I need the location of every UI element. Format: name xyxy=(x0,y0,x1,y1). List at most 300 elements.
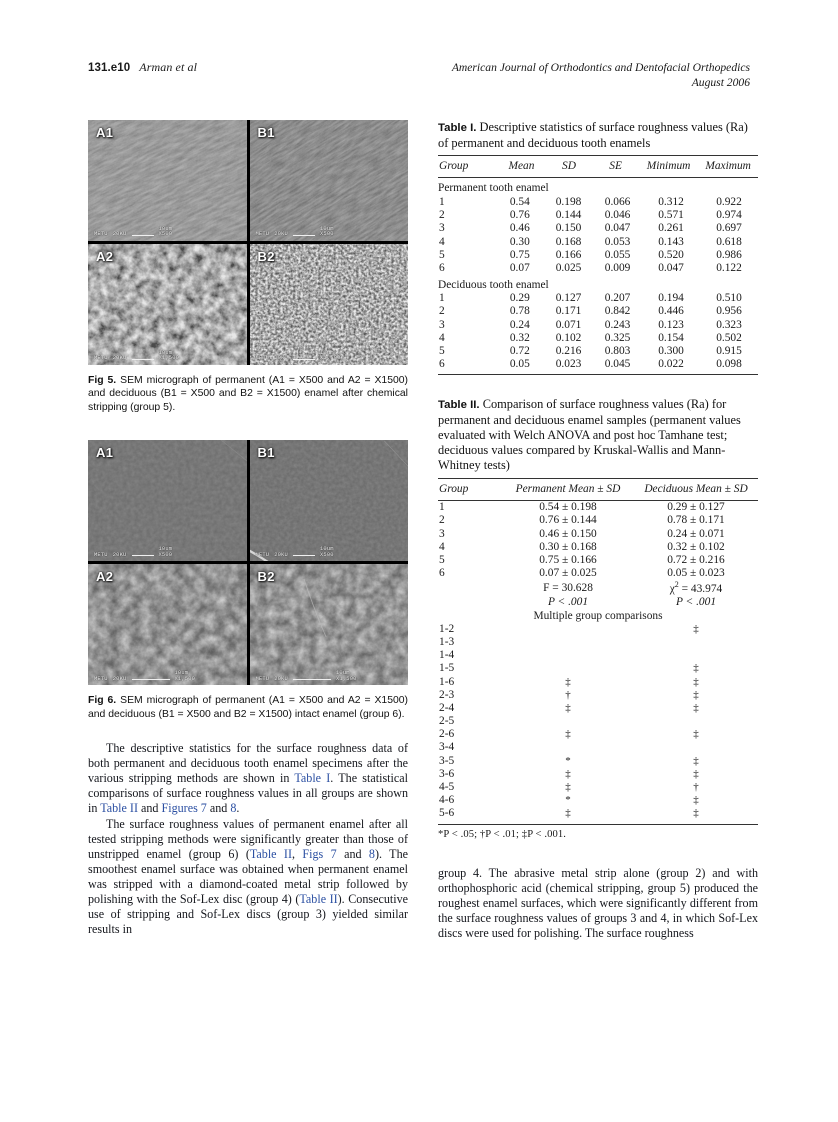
sem-instrument: METU xyxy=(94,551,108,558)
text-run: ). The smoothest enamel surface was obtained when permanent enamel was stripped with a diamond-coated metal strip followed by polishing with the Sof-Lex disc (group 4) ( xyxy=(88,846,408,906)
section-label-deciduous: Deciduous tooth enamel xyxy=(438,278,549,291)
sem-scale-bar xyxy=(132,679,170,681)
paragraph-surface-roughness xyxy=(88,817,408,938)
table-row xyxy=(438,292,758,305)
xref-table-2[interactable]: Table II xyxy=(299,891,338,906)
sem-scale-bar xyxy=(132,359,154,361)
cell-group: 3 xyxy=(439,318,445,331)
sem-scale-bar xyxy=(132,235,154,237)
sem-instrument: METU xyxy=(255,355,270,362)
col-header-se: SE xyxy=(609,160,622,173)
permanent-test-statistic: F = 30.628 xyxy=(543,581,593,594)
cell-mean: 0.29 xyxy=(509,292,530,305)
sem-panel-label: B1 xyxy=(257,445,275,461)
cell-min: 0.446 xyxy=(658,305,684,318)
cell-se: 0.803 xyxy=(604,344,631,357)
table-pvalue-row xyxy=(438,596,758,609)
cell-min: 0.022 xyxy=(658,358,684,371)
sem-panel-label: A1 xyxy=(96,445,114,461)
cell-deciduous-significance: ‡ xyxy=(693,701,699,714)
comparison-row xyxy=(438,675,758,688)
section-label-permanent: Permanent tooth enamel xyxy=(438,182,549,195)
table-row xyxy=(438,540,758,553)
sem-magnification: X500 xyxy=(320,551,334,558)
table-1 xyxy=(438,120,758,375)
cell-group: 5 xyxy=(439,344,445,357)
cell-deciduous: 0.05 ± 0.023 xyxy=(667,567,725,580)
sem-scale-bar xyxy=(132,555,154,557)
cell-mean: 0.05 xyxy=(509,358,530,371)
table-2-title-text: Comparison of surface roughness values (Ra) for permanent and deciduous enamel samples (permanent values evaluated with Welch ANOVA and post hoc Tamhane test; deciduous values compared by Kruskal-Wallis and Mann-Whitney tests) xyxy=(438,396,741,473)
cell-mean: 0.75 xyxy=(509,248,530,261)
sem-voltage: 20KU xyxy=(112,675,127,682)
sem-scale-group xyxy=(336,671,357,682)
sem-panel-label: A2 xyxy=(96,249,114,264)
running-head-right xyxy=(452,60,750,90)
sem-voltage: 20KU xyxy=(274,551,288,558)
sem-panel-a1 xyxy=(88,120,247,241)
cell-group: 5 xyxy=(439,248,445,261)
table-row xyxy=(438,567,758,580)
sem-scale-value: 10um xyxy=(158,225,173,232)
xref-figure-8[interactable]: 8 xyxy=(368,846,375,861)
paragraph-continuation: group 4. The abrasive metal strip alone (group 2) and with orthophosphoric acid (chemical stripping, group 5) produced the roughest enamel surfaces, which were significantly different from the surface roughness values of groups 3 and 4, in which Sof-Lex discs were used for polishing. The surface roughness xyxy=(438,865,758,941)
sem-scale-group xyxy=(320,351,341,362)
sem-voltage: 20KU xyxy=(112,231,127,238)
cell-permanent-significance xyxy=(502,714,634,727)
cell-permanent: 0.30 ± 0.168 xyxy=(539,540,597,553)
xref-figure-8[interactable]: 8 xyxy=(230,801,237,816)
sem-magnification: X500 xyxy=(158,551,173,558)
sem-panel-a2 xyxy=(88,564,247,685)
cell-permanent-significance xyxy=(502,662,634,675)
sem-scale-group xyxy=(159,227,173,238)
cell-max: 0.974 xyxy=(716,209,742,222)
paragraph-descriptive-statistics xyxy=(88,741,408,816)
cell-deciduous-significance: ‡ xyxy=(693,675,699,688)
comparison-row xyxy=(438,649,758,662)
table-2-grid xyxy=(438,479,758,500)
cell-mean: 0.46 xyxy=(509,222,530,235)
cell-se: 0.047 xyxy=(604,222,631,235)
text-run: The descriptive statistics for the surface roughness data of both permanent and deciduous tooth enamel specimens after the various stripping methods are shown in xyxy=(88,741,408,786)
cell-deciduous: 0.72 ± 0.216 xyxy=(667,554,725,567)
figure-6-caption xyxy=(88,694,408,721)
cell-max: 0.502 xyxy=(716,331,742,344)
cell-mean: 0.07 xyxy=(509,261,530,274)
cell-deciduous-significance: ‡ xyxy=(693,807,699,820)
sem-voltage: 20KU xyxy=(112,551,127,558)
figure-5-panel-grid xyxy=(88,120,408,365)
sem-panel-b2 xyxy=(250,564,409,685)
multiple-group-comparisons-label: Multiple group comparisons xyxy=(533,609,663,622)
col-header-group: Group xyxy=(439,482,469,495)
cell-se: 0.066 xyxy=(604,196,631,208)
sem-instrument: METU xyxy=(255,231,270,238)
xref-figs-7[interactable]: Figs 7 xyxy=(302,846,337,861)
col-header-maximum: Maximum xyxy=(705,160,751,173)
comparison-row xyxy=(438,794,758,807)
cell-sd: 0.198 xyxy=(555,196,582,208)
comparison-row xyxy=(438,714,758,727)
table-row xyxy=(438,331,758,344)
cell-mean: 0.72 xyxy=(509,344,530,357)
text-run: and xyxy=(336,846,369,861)
sem-scale-bar xyxy=(293,679,331,681)
journal-title: American Journal of Orthodontics and Dentofacial Orthopedics xyxy=(451,61,750,74)
sem-scale-bar xyxy=(293,555,315,557)
cell-pair: 1-2 xyxy=(439,622,455,635)
table-1-bottom-rule xyxy=(438,374,758,375)
cell-se: 0.045 xyxy=(604,358,631,371)
sem-instrument: METU xyxy=(94,675,108,682)
table-section-header xyxy=(438,275,758,292)
comparison-row xyxy=(438,767,758,780)
right-column xyxy=(438,120,758,941)
sem-instrument: METU xyxy=(94,231,108,238)
figure-5-caption-text: SEM micrograph of permanent (A1 = X500 and A2 = X1500) and deciduous (B1 = X500 and B2 = X1500) enamel after chemical stripping (group 5). xyxy=(88,375,409,413)
running-head-left xyxy=(88,60,197,75)
cell-deciduous-significance: ‡ xyxy=(693,622,699,635)
cell-max: 0.986 xyxy=(716,248,742,261)
cell-group: 4 xyxy=(439,331,445,344)
cell-pair: 2-6 xyxy=(439,728,455,741)
cell-sd: 0.168 xyxy=(555,235,582,248)
comparison-row xyxy=(438,635,758,648)
cell-se: 0.207 xyxy=(604,292,631,305)
sem-scale-value: 10um xyxy=(158,349,173,356)
cell-sd: 0.166 xyxy=(555,248,582,261)
sem-voltage: 20KU xyxy=(112,355,127,362)
sem-instrument: METU xyxy=(94,355,108,362)
cell-pair: 1-6 xyxy=(439,675,455,688)
cell-deciduous: 0.24 ± 0.071 xyxy=(667,527,725,540)
table-row xyxy=(438,553,758,566)
sem-panel-osd xyxy=(94,671,241,682)
deciduous-p-value: P < .001 xyxy=(675,596,717,609)
table-2-header-row xyxy=(438,479,758,500)
sem-scale-value: 10um xyxy=(174,670,189,677)
comparison-row xyxy=(438,780,758,793)
sem-magnification: X1,500 xyxy=(158,355,180,362)
left-body-text xyxy=(88,741,408,937)
col-header-minimum: Minimum xyxy=(646,160,691,173)
cell-min: 0.300 xyxy=(658,344,684,357)
cell-sd: 0.025 xyxy=(555,261,582,274)
sem-scale-value: 10um xyxy=(336,670,350,677)
cell-group: 4 xyxy=(439,235,445,248)
sem-panel-osd xyxy=(256,351,403,362)
sem-panel-label: A1 xyxy=(96,125,114,140)
cell-permanent-significance: ‡ xyxy=(565,701,571,714)
table-row xyxy=(438,195,758,208)
cell-deciduous-significance: ‡ xyxy=(693,728,699,741)
sem-panel-osd xyxy=(256,227,403,238)
text-run: . The statistical comparisons of surface roughness values in all groups are shown in xyxy=(88,771,408,816)
table-row xyxy=(438,209,758,222)
sem-magnification: X1,500 xyxy=(174,675,196,682)
table-row xyxy=(438,527,758,540)
table-2 xyxy=(438,397,758,840)
sem-instrument: METU xyxy=(255,675,270,682)
cell-sd: 0.071 xyxy=(555,318,582,331)
cell-min: 0.194 xyxy=(658,292,684,305)
cell-min: 0.520 xyxy=(658,248,684,261)
xref-table-1[interactable]: Table I xyxy=(294,771,331,786)
left-column xyxy=(88,120,408,937)
cell-max: 0.618 xyxy=(716,235,742,248)
cell-max: 0.915 xyxy=(716,344,742,357)
cell-permanent-significance: * xyxy=(565,794,571,807)
xref-table-2[interactable]: Table II xyxy=(249,846,292,861)
cell-deciduous: 0.32 ± 0.102 xyxy=(667,540,725,553)
xref-figures-7[interactable]: Figures 7 xyxy=(161,801,207,816)
cell-group: 1 xyxy=(439,196,445,208)
cell-permanent-significance: ‡ xyxy=(565,807,571,820)
col-header-sd: SD xyxy=(562,160,576,173)
cell-pair: 1-5 xyxy=(439,662,455,675)
sem-scale-value: 10um xyxy=(320,349,334,356)
text-run: . xyxy=(236,801,240,816)
sem-panel-b1 xyxy=(250,440,409,561)
sem-panel-label: B1 xyxy=(257,125,275,140)
cell-mean: 0.32 xyxy=(509,331,530,344)
table-row xyxy=(438,318,758,331)
cell-min: 0.047 xyxy=(658,261,684,274)
table-2-footnote: *P < .05; †P < .01; ‡P < .001. xyxy=(438,828,567,840)
sem-magnification: X500 xyxy=(158,231,173,238)
table-row xyxy=(438,222,758,235)
figure-6-caption-text: SEM micrograph of permanent (A1 = X500 and A2 = X1500) and deciduous (B1 = X500 and B2 = X1500) intact enamel (group 6). xyxy=(88,695,409,720)
cell-deciduous-significance xyxy=(634,649,758,662)
cell-mean: 0.76 xyxy=(509,209,530,222)
cell-pair: 1-3 xyxy=(439,635,455,648)
cell-max: 0.098 xyxy=(716,358,742,371)
cell-pair: 1-4 xyxy=(439,649,455,662)
table-row xyxy=(438,235,758,248)
cell-se: 0.243 xyxy=(604,318,631,331)
cell-deciduous-significance: ‡ xyxy=(693,754,699,767)
cell-pair: 3-6 xyxy=(439,767,455,780)
comparisons-header-row xyxy=(438,609,758,622)
col-header-group: Group xyxy=(439,160,469,173)
cell-group: 6 xyxy=(439,567,445,580)
deciduous-test-statistic xyxy=(634,580,758,596)
cell-permanent-significance: ‡ xyxy=(565,675,571,688)
cell-min: 0.312 xyxy=(658,196,684,208)
cell-group: 1 xyxy=(439,292,445,305)
cell-permanent-significance xyxy=(502,622,634,635)
cell-pair: 5-6 xyxy=(439,807,455,820)
cell-deciduous-significance xyxy=(634,741,758,754)
table-1-body xyxy=(438,178,758,370)
text-run: and xyxy=(206,801,231,816)
cell-permanent: 0.54 ± 0.198 xyxy=(539,501,597,514)
cell-deciduous-significance: ‡ xyxy=(693,767,699,780)
figure-5-label: Fig 5. xyxy=(88,375,117,386)
cell-permanent-significance xyxy=(502,741,634,754)
comparison-row xyxy=(438,741,758,754)
cell-se: 0.055 xyxy=(604,248,631,261)
text-run: and xyxy=(137,801,162,816)
cell-pair: 2-5 xyxy=(439,715,455,728)
table-1-title-text: Descriptive statistics of surface roughness values (Ra) of permanent and deciduous tooth enamels xyxy=(438,120,748,151)
cell-sd: 0.150 xyxy=(555,222,582,235)
cell-group: 5 xyxy=(439,554,445,567)
chi-exponent: 2 xyxy=(674,580,679,590)
text-run: , xyxy=(291,846,303,861)
cell-mean: 0.54 xyxy=(509,196,530,208)
running-head-author: Arman et al xyxy=(139,60,198,74)
table-section-header xyxy=(438,178,758,195)
issue-date: August 2006 xyxy=(691,76,750,89)
cell-permanent: 0.75 ± 0.166 xyxy=(539,554,597,567)
cell-permanent: 0.07 ± 0.025 xyxy=(539,567,597,580)
cell-group: 3 xyxy=(439,527,445,540)
comparison-row xyxy=(438,701,758,714)
comparison-row xyxy=(438,728,758,741)
sem-panel-osd xyxy=(94,351,241,362)
cell-se: 0.053 xyxy=(604,235,631,248)
sem-panel-a2 xyxy=(88,244,247,365)
figure-5 xyxy=(88,120,408,414)
sem-voltage: 20KU xyxy=(274,231,288,238)
table-row xyxy=(438,514,758,527)
table-row xyxy=(438,357,758,370)
cell-max: 0.323 xyxy=(716,318,742,331)
cell-min: 0.261 xyxy=(658,222,684,235)
sem-scale-group xyxy=(320,547,334,558)
figure-6 xyxy=(88,440,408,721)
right-body-text xyxy=(438,866,758,941)
table-row xyxy=(438,344,758,357)
cell-se: 0.046 xyxy=(604,209,631,222)
cell-se: 0.325 xyxy=(604,331,631,344)
sem-panel-label: B2 xyxy=(257,569,275,585)
cell-min: 0.571 xyxy=(658,209,684,222)
chi-symbol: χ xyxy=(669,583,675,596)
cell-group: 6 xyxy=(439,261,445,274)
figure-6-panel-grid xyxy=(88,440,408,685)
cell-permanent-significance: ‡ xyxy=(565,728,571,741)
cell-max: 0.510 xyxy=(716,292,742,305)
sem-panel-b1 xyxy=(250,120,409,241)
table-row xyxy=(438,261,758,274)
figure-5-caption xyxy=(88,374,408,414)
cell-max: 0.922 xyxy=(716,196,742,208)
cell-max: 0.956 xyxy=(716,305,742,318)
cell-sd: 0.144 xyxy=(555,209,582,222)
cell-pair: 2-3 xyxy=(439,688,455,701)
sem-scale-group xyxy=(159,351,180,362)
sem-voltage: 20KU xyxy=(274,675,288,682)
cell-sd: 0.216 xyxy=(555,344,582,357)
cell-permanent: 0.76 ± 0.144 xyxy=(539,514,597,527)
sem-panel-osd xyxy=(256,671,403,682)
cell-permanent-significance xyxy=(502,635,634,648)
sem-panel-b2 xyxy=(250,244,409,365)
cell-sd: 0.127 xyxy=(555,292,582,305)
table-2-title xyxy=(438,397,758,474)
running-head xyxy=(88,60,750,100)
permanent-p-value: P < .001 xyxy=(547,596,589,609)
xref-table-2[interactable]: Table II xyxy=(100,801,138,816)
cell-group: 1 xyxy=(439,501,445,514)
sem-magnification: X1,500 xyxy=(320,355,341,362)
cell-deciduous-significance xyxy=(634,714,758,727)
cell-permanent-significance xyxy=(502,649,634,662)
sem-scale-bar xyxy=(293,359,315,361)
comparison-row xyxy=(438,622,758,635)
page-folio: 131.e10 xyxy=(88,62,131,74)
comparison-row xyxy=(438,662,758,675)
table-1-grid xyxy=(438,156,758,177)
sem-scale-group xyxy=(175,671,196,682)
cell-max: 0.122 xyxy=(716,261,742,274)
text-run: The surface roughness values of permanent enamel after all tested stripping methods were significantly greater than those of unstripped enamel (group 6) ( xyxy=(88,816,408,861)
table-1-header-row xyxy=(438,156,758,177)
table-2-number: Table II. xyxy=(438,398,480,411)
sem-scale-value: 10um xyxy=(320,225,334,232)
sem-panel-osd xyxy=(94,547,241,558)
cell-se: 0.842 xyxy=(604,305,631,318)
table-row xyxy=(438,248,758,261)
cell-permanent-significance: † xyxy=(565,688,571,701)
table-1-number: Table I. xyxy=(438,122,477,134)
cell-permanent-significance: * xyxy=(565,754,571,767)
cell-sd: 0.171 xyxy=(555,305,582,318)
cell-permanent: 0.46 ± 0.150 xyxy=(539,527,597,540)
cell-min: 0.143 xyxy=(658,235,684,248)
cell-mean: 0.24 xyxy=(509,318,530,331)
cell-deciduous-significance: ‡ xyxy=(693,794,699,807)
sem-panel-label: A2 xyxy=(96,569,114,585)
sem-scale-group xyxy=(159,547,173,558)
col-header-mean: Mean xyxy=(508,160,535,173)
cell-pair: 2-4 xyxy=(439,701,455,714)
cell-deciduous: 0.29 ± 0.127 xyxy=(667,501,725,514)
cell-permanent-significance: ‡ xyxy=(565,767,571,780)
table-1-title xyxy=(438,120,758,151)
cell-pair: 3-4 xyxy=(439,741,455,754)
col-header-permanent: Permanent Mean ± SD xyxy=(515,482,621,495)
cell-deciduous: 0.78 ± 0.171 xyxy=(667,514,725,527)
chi-value: = 43.974 xyxy=(678,583,723,596)
cell-group: 4 xyxy=(439,540,445,553)
cell-sd: 0.023 xyxy=(555,358,582,371)
sem-scale-value: 10um xyxy=(320,546,334,553)
col-header-deciduous: Deciduous Mean ± SD xyxy=(644,482,748,495)
cell-group: 2 xyxy=(439,514,445,527)
comparison-row xyxy=(438,754,758,767)
cell-pair: 4-5 xyxy=(439,781,455,793)
cell-pair: 3-5 xyxy=(439,754,455,767)
sem-voltage: 20KU xyxy=(274,355,288,362)
sem-magnification: X1,500 xyxy=(336,675,357,682)
sem-panel-label: B2 xyxy=(257,249,275,264)
sem-panel-a1 xyxy=(88,440,247,561)
cell-min: 0.154 xyxy=(658,331,684,344)
sem-instrument: METU xyxy=(255,551,270,558)
table-2-body xyxy=(438,501,758,820)
cell-pair: 4-6 xyxy=(439,794,455,807)
sem-magnification: X500 xyxy=(320,231,334,238)
cell-deciduous-significance xyxy=(634,635,758,648)
figure-6-label: Fig 6. xyxy=(88,695,117,707)
cell-min: 0.123 xyxy=(658,318,684,331)
table-statistic-row xyxy=(438,580,758,596)
cell-group: 3 xyxy=(439,222,445,235)
